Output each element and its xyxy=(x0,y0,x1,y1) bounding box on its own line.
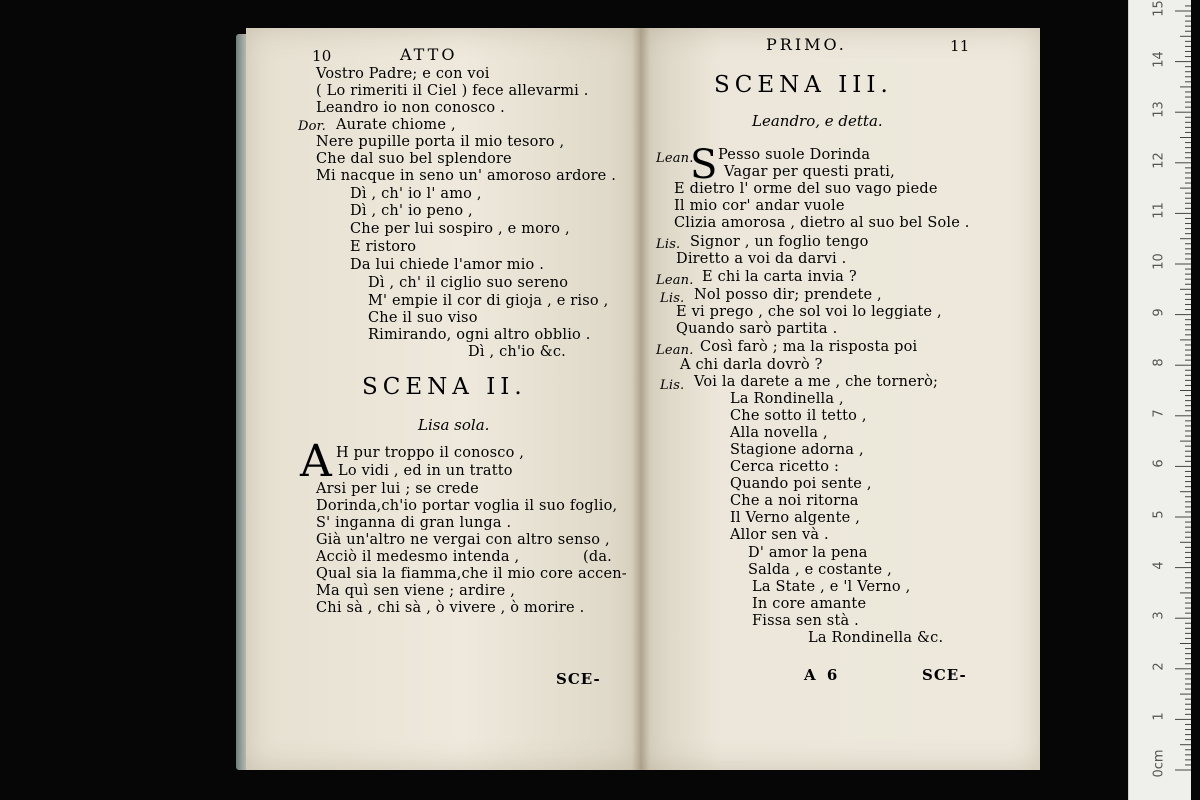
text-line: Qual sia la fiamma,che il mio core accen- xyxy=(316,566,627,582)
text-line: Arsi per lui ; se crede xyxy=(316,481,479,497)
ruler-number: 15 xyxy=(1151,0,1167,17)
text-line: Così farò ; ma la risposta poi xyxy=(700,339,918,355)
text-line: Nol posso dir; prendete , xyxy=(694,287,882,303)
catchword: SCE- xyxy=(556,670,601,688)
text-line: Clizia amorosa , dietro al suo bel Sole . xyxy=(674,215,970,231)
song-line: Che sotto il tetto , xyxy=(730,408,867,424)
signature-mark: A 6 xyxy=(804,666,841,684)
text-line: Dorinda,ch'io portar voglia il suo foglio, xyxy=(316,498,618,514)
text-line: Chi sà , chi sà , ò vivere , ò morire . xyxy=(316,600,585,616)
refrain: Dì , ch'io &c. xyxy=(468,344,566,360)
text-line: Da lui chiede l'amor mio . xyxy=(350,257,545,273)
text-line: M' empie il cor di gioja , e riso , xyxy=(368,293,609,309)
text-line: H pur troppo il conosco , xyxy=(336,445,525,461)
scene-subtitle: Leandro, e detta. xyxy=(752,112,883,130)
song-line: D' amor la pena xyxy=(748,545,868,561)
speaker-label: Lis. xyxy=(656,237,681,252)
text-line: Diretto a voi da darvi . xyxy=(676,251,847,267)
text-line: Che dal suo bel splendore xyxy=(316,151,512,167)
measuring-ruler xyxy=(1128,0,1191,800)
text-line: E ristoro xyxy=(350,239,417,255)
speaker-label: Lis. xyxy=(660,378,685,393)
speaker-label: Lean. xyxy=(656,343,694,358)
text-line: E vi prego , che sol voi lo leggiate , xyxy=(676,304,942,320)
speaker-label: Lean. xyxy=(656,273,694,288)
drop-cap: A xyxy=(300,436,332,487)
text-line: Il mio cor' andar vuole xyxy=(674,198,845,214)
song-line: In core amante xyxy=(752,596,867,612)
text-line: Già un'altro ne vergai con altro senso , xyxy=(316,532,610,548)
ruler-number: 2 xyxy=(1151,662,1167,671)
page-number: 10 xyxy=(312,47,332,65)
catchword: SCE- xyxy=(922,666,967,684)
ruler-number: 9 xyxy=(1151,307,1167,317)
book-gutter xyxy=(632,28,650,770)
text-line: Signor , un foglio tengo xyxy=(690,234,869,250)
song-line: La Rondinella , xyxy=(730,391,844,407)
song-line: Salda , e costante , xyxy=(748,562,892,578)
text-line: Lo vidi , ed in un tratto xyxy=(338,463,513,479)
drop-cap: S xyxy=(690,142,718,188)
ruler-number: 6 xyxy=(1151,459,1167,469)
text-line: Dì , ch' io l' amo , xyxy=(350,186,482,202)
text-line: Pesso suole Dorinda xyxy=(718,147,871,163)
ruler-number: 3 xyxy=(1151,611,1167,620)
text-line: Mi nacque in seno un' amoroso ardore . xyxy=(316,168,617,184)
text-line: Vostro Padre; e con voi xyxy=(316,66,490,82)
text-line: Rimirando, ogni altro obblio . xyxy=(368,327,591,343)
text-line: Dì , ch' io peno , xyxy=(350,203,473,219)
ruler-number: 12 xyxy=(1151,152,1167,169)
song-line: Stagione adorna , xyxy=(730,442,864,458)
text-line: Vagar per questi prati, xyxy=(724,164,895,180)
text-line: Quando sarò partita . xyxy=(676,321,838,337)
speaker-label: Lean. xyxy=(656,151,694,166)
refrain: La Rondinella &c. xyxy=(808,630,944,646)
page-number: 11 xyxy=(950,37,970,55)
text-line: Leandro io non conosco . xyxy=(316,100,505,116)
text-line: ( Lo rimeriti il Ciel ) fece allevarmi . xyxy=(316,83,589,99)
ruler-number: 8 xyxy=(1151,358,1167,367)
text-line: Voi la darete a me , che tornerò; xyxy=(694,374,939,390)
song-line: Fissa sen stà . xyxy=(752,613,859,629)
running-head: PRIMO. xyxy=(766,35,847,54)
text-line: Acciò il medesmo intenda , xyxy=(316,549,520,565)
ruler-number: 14 xyxy=(1151,50,1167,68)
song-line: Quando poi sente , xyxy=(730,476,872,492)
text-line: Dì , ch' il ciglio suo sereno xyxy=(368,275,569,291)
speaker-label: Dor. xyxy=(298,119,326,134)
song-line: Alla novella , xyxy=(730,425,828,441)
text-line: S' inganna di gran lunga . xyxy=(316,515,512,531)
ruler-number: 0cm xyxy=(1151,749,1167,778)
scene-title: SCENA II. xyxy=(362,374,527,400)
text-line: A chi darla dovrò ? xyxy=(680,357,823,373)
ruler-number: 1 xyxy=(1151,712,1167,722)
ruler-number: 13 xyxy=(1151,101,1167,118)
hanging-text: (da. xyxy=(583,549,612,565)
ruler-number: 5 xyxy=(1151,510,1167,519)
scene-title: SCENA III. xyxy=(714,72,893,98)
text-line: E chi la carta invia ? xyxy=(702,269,857,285)
ruler-number: 10 xyxy=(1151,253,1167,270)
text-line: Nere pupille porta il mio tesoro , xyxy=(316,134,565,150)
speaker-label: Lis. xyxy=(660,291,685,306)
text-line: Che per lui sospiro , e moro , xyxy=(350,221,570,237)
song-line: Allor sen và . xyxy=(730,527,829,543)
ruler-number: 4 xyxy=(1151,560,1167,570)
text-line: Aurate chiome , xyxy=(336,117,456,133)
song-line: Il Verno algente , xyxy=(730,510,861,526)
song-line: Che a noi ritorna xyxy=(730,493,859,509)
scene-subtitle: Lisa sola. xyxy=(418,416,490,434)
text-line: Che il suo viso xyxy=(368,310,478,326)
ruler-number: 11 xyxy=(1151,202,1167,220)
song-line: La State , e 'l Verno , xyxy=(752,579,911,595)
text-line: Ma quì sen viene ; ardire , xyxy=(316,583,515,599)
running-head: ATTO xyxy=(400,45,458,64)
text-line: E dietro l' orme del suo vago piede xyxy=(674,181,938,197)
ruler-number: 7 xyxy=(1151,409,1167,418)
song-line: Cerca ricetto : xyxy=(730,459,840,475)
